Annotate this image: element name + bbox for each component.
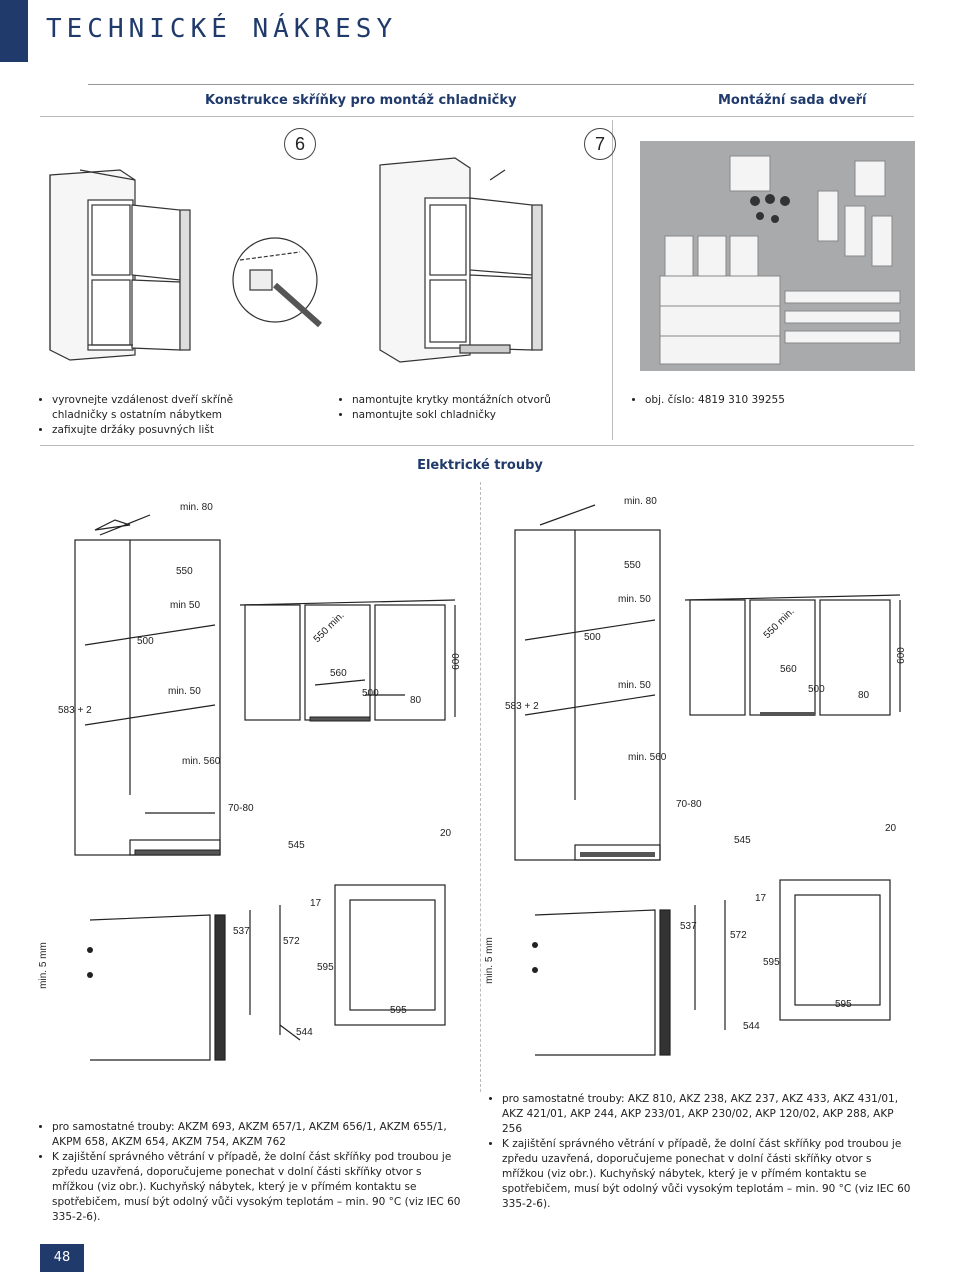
dim-545: 545: [288, 840, 305, 851]
dim-560-right: 560: [780, 664, 797, 675]
dim-17-right: 17: [755, 893, 767, 904]
order-number: • obj. číslo: 4819 310 39255: [645, 393, 893, 408]
dim-537: 537: [233, 926, 250, 937]
dim-min-5mm-right: min. 5 mm: [483, 937, 495, 984]
note-item: • K zajištění správného větrání v případě, že dolní část skříňky pod troubou je zpředu uzavřená, doporučujeme ponechat v dolní části skříňky otvor s mřížkou (viz obr.). Kuchyňský nábytek, který je v přímém kontaktu se spotřebičem, musí být odolný vůči vysokým teplotám – min. 90 °C (viz IEC 60 335-2-6).: [52, 1150, 465, 1225]
dim-70-80-right: 70-80: [676, 799, 702, 810]
note-item: • zafixujte držáky posuvných lišt: [52, 423, 280, 438]
header-divider: [88, 84, 914, 85]
oven-notes-left: [40, 1120, 465, 1225]
dim-min-80-right: min. 80: [624, 496, 657, 507]
dim-20-right: 20: [885, 823, 897, 834]
dim-500-side-right: 500: [808, 684, 825, 695]
door-kit-section-title: Montážní sada dveří: [718, 93, 867, 108]
note-item: • namontujte krytky montážních otvorů: [352, 393, 600, 408]
dim-min-560-right: min. 560: [628, 752, 667, 763]
oven-cabinet-diagram-left: [55, 495, 475, 865]
note-item: • K zajištění správného větrání v případě, že dolní část skříňky pod troubou je zpředu uzavřená, doporučujeme ponechat v dolní části skříňky otvor s mřížkou (viz obr.). Kuchyňský nábytek, který je v přímém kontaktu se spotřebičem, musí být odolný vůči vysokým teplotám – min. 90 °C (viz IEC 60 335-2-6).: [502, 1137, 915, 1212]
note-item: • namontujte sokl chladničky: [352, 408, 600, 423]
dim-550: 550: [176, 566, 193, 577]
dim-min-50-lower: min. 50: [168, 686, 201, 697]
section-divider: [40, 116, 914, 117]
fridge-cabinet-drawing-6: [40, 160, 340, 370]
dim-595: 595: [317, 962, 334, 973]
step-6-marker: 6: [284, 128, 316, 160]
page-number: 48: [40, 1244, 84, 1272]
dim-600: 600: [450, 653, 462, 670]
dim-595-right: 595: [763, 957, 780, 968]
dim-572: 572: [283, 936, 300, 947]
dim-544: 544: [296, 1027, 313, 1038]
dim-500-right: 500: [584, 632, 601, 643]
column-divider: [612, 120, 613, 440]
fridge-notes-step6: [40, 393, 280, 438]
dim-595-bottom: 595: [390, 1005, 407, 1016]
dim-min-50-right-lower: min. 50: [618, 680, 651, 691]
oven-niche-diagram-left: [50, 875, 470, 1080]
ovens-center-divider: [480, 482, 482, 1092]
note-item: • vyrovnejte vzdálenost dveří skříně chladničky s ostatním nábytkem: [52, 393, 280, 423]
dim-80: 80: [410, 695, 422, 706]
dim-544-right: 544: [743, 1021, 760, 1032]
dim-600-right: 600: [895, 647, 907, 664]
dim-550-min-right: 550 min.: [761, 606, 797, 641]
note-item: • pro samostatné trouby: AKZ 810, AKZ 238, AKZ 237, AKZ 433, AKZ 431/01, AKZ 421/01, AKP 244, AKP 233/01, AKP 230/02, AKP 120/02, AKP 288, AKP 256: [502, 1092, 915, 1137]
oven-notes-right: [490, 1092, 915, 1212]
dim-70-80: 70-80: [228, 803, 254, 814]
ovens-section-title: Elektrické trouby: [417, 458, 543, 473]
dim-80-right: 80: [858, 690, 870, 701]
dim-583-right: 583 + 2: [505, 701, 539, 712]
dim-583: 583 + 2: [58, 705, 92, 716]
dim-500: 500: [137, 636, 154, 647]
page-title: TECHNICKÉ NÁKRESY: [46, 14, 398, 44]
dim-min-50-right: min. 50: [618, 594, 651, 605]
door-kit-photo: [640, 141, 915, 371]
dim-560: 560: [330, 668, 347, 679]
dim-min-50: min 50: [170, 600, 201, 611]
dim-500-side: 500: [362, 688, 379, 699]
dim-17: 17: [310, 898, 322, 909]
dim-572-right: 572: [730, 930, 747, 941]
oven-cabinet-diagram-right: [500, 490, 920, 860]
dim-min-560: min. 560: [182, 756, 221, 767]
dim-537-right: 537: [680, 921, 697, 932]
header-accent-bar: [0, 0, 28, 62]
step-7-marker: 7: [584, 128, 616, 160]
door-kit-notes: [633, 393, 893, 408]
note-item: • pro samostatné trouby: AKZM 693, AKZM 657/1, AKZM 656/1, AKZM 655/1, AKPM 658, AKZM 654, AKZM 754, AKZM 762: [52, 1120, 465, 1150]
dim-545-right: 545: [734, 835, 751, 846]
dim-550-min: 550 min.: [311, 610, 347, 645]
fridge-section-title: Konstrukce skříňky pro montáž chladničky: [205, 93, 517, 108]
dim-595-bottom-right: 595: [835, 999, 852, 1010]
section-divider-2: [40, 445, 914, 446]
oven-niche-diagram-right: [495, 870, 915, 1075]
dim-20: 20: [440, 828, 452, 839]
fridge-notes-step7: [340, 393, 600, 423]
dim-min-80: min. 80: [180, 502, 213, 513]
fridge-cabinet-drawing-7: [370, 150, 560, 375]
dim-550-right: 550: [624, 560, 641, 571]
dim-min-5mm: min. 5 mm: [37, 942, 49, 989]
